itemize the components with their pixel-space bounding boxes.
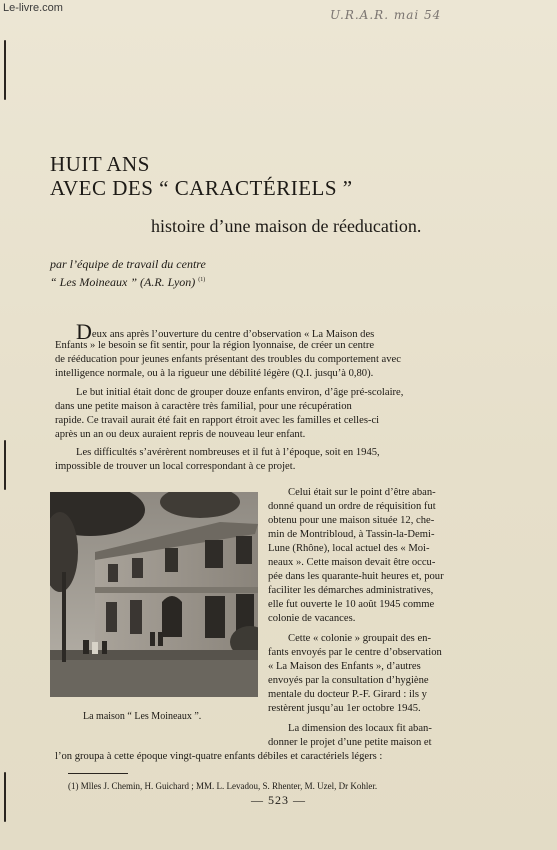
page-number: — 523 — — [251, 793, 306, 807]
watermark: Le-livre.com — [3, 2, 63, 14]
paragraph-line: faciliter les démarches administratives, — [268, 585, 434, 596]
paragraph-line: Cette « colonie » groupait des en- — [288, 633, 431, 644]
binder-mark — [4, 440, 6, 490]
article-title-line2: AVEC DES “ CARACTÉRIELS ” — [50, 176, 353, 200]
article-title-line1: HUIT ANS — [50, 152, 150, 176]
paragraph-line: elle fut ouverte le 10 août 1945 comme — [268, 599, 435, 610]
paragraph-line: donner le projet d’une petite maison et — [268, 737, 432, 748]
paragraph-line: neaux ». Cette maison devait être occu- — [268, 557, 436, 568]
paragraph-line: dans une petite maison à caractère très familial, pour une récupération — [55, 401, 352, 412]
paragraph-line: Celui était sur le point d’être aban- — [288, 487, 436, 498]
paragraph-line: donné quand un ordre de réquisition fut — [268, 501, 436, 512]
house-photo-illustration — [50, 492, 258, 697]
byline-line1: par l’équipe de travail du centre — [50, 257, 206, 271]
paragraph-line: Le but initial était donc de grouper douze enfants environ, d’âge pré-scolaire, — [76, 387, 404, 398]
paragraph-line: Deux ans après l’ouverture du centre d’observation « La Maison des — [76, 319, 375, 344]
paragraph-line: obtenu pour une maison située 12, che- — [268, 515, 435, 526]
footnote-divider — [68, 773, 128, 774]
paragraph-line: « La Maison des Enfants », d’autres — [268, 661, 421, 672]
paragraph-line: rapide. Ce travail aurait été fait en rapport étroit avec les familles et celles-ci — [55, 415, 380, 426]
paragraph-line: Les difficultés s’avérèrent nombreuses et il fut à l’époque, soit en 1945, — [76, 447, 380, 458]
paragraph-line: fants envoyés par le centre d’observation — [268, 647, 442, 658]
paragraph-line: impossible de trouver un local correspondant à ce projet. — [55, 461, 296, 472]
paragraph-line: pée dans les quarante-huit heures et, pour — [268, 571, 444, 582]
paragraph-line: restèrent jusqu’au 1er octobre 1945. — [268, 703, 421, 714]
binder-mark — [4, 40, 6, 100]
footnote: (1) Mlles J. Chemin, H. Guichard ; MM. L. Levadou, S. Rhenter, M. Uzel, Dr Kohler. — [68, 781, 378, 791]
paragraph-line: min de Montribloud, à Tassin-la-Demi- — [268, 529, 435, 540]
paragraph-line: Lune (Rhône), local actuel des « Moi- — [268, 543, 430, 554]
paragraph-line: intelligence normale, ou à la rigueur une débilité légère (Q.I. jusqu’à 0,80). — [55, 368, 374, 379]
paragraph-line: mentale du docteur P.-F. Girard : ils y — [268, 689, 427, 700]
drop-cap: D — [76, 319, 92, 344]
paragraph-line: l’on groupa à cette époque vingt-quatre enfants débiles et caractériels légers : — [55, 751, 383, 762]
byline-line2: “ Les Moineaux ” (A.R. Lyon) $^{(1)}$ — [50, 275, 206, 289]
footnote-mark: (1) — [198, 277, 206, 283]
handwritten-note: U.R.A.R. mai 54 — [330, 8, 442, 22]
paragraph-line: Enfants » le besoin se fit sentir, pour la région lyonnaise, de créer un centre — [55, 340, 375, 351]
paragraph-line: colonie de vacances. — [268, 613, 356, 624]
paragraph-line: envoyés par la consultation d’hygiène — [268, 675, 429, 686]
paragraph-line: après un an ou deux auraient repris de nouveau leur enfant. — [55, 429, 306, 440]
article-subtitle: histoire d’une maison de réeducation. — [151, 216, 422, 236]
house-photo — [50, 492, 258, 697]
paragraph-line: La dimension des locaux fit aban- — [288, 723, 432, 734]
photo-caption: La maison “ Les Moineaux ”. — [83, 711, 202, 722]
paragraph-line: de rééducation pour jeunes enfants présentant des troubles du comportement avec — [55, 354, 401, 365]
